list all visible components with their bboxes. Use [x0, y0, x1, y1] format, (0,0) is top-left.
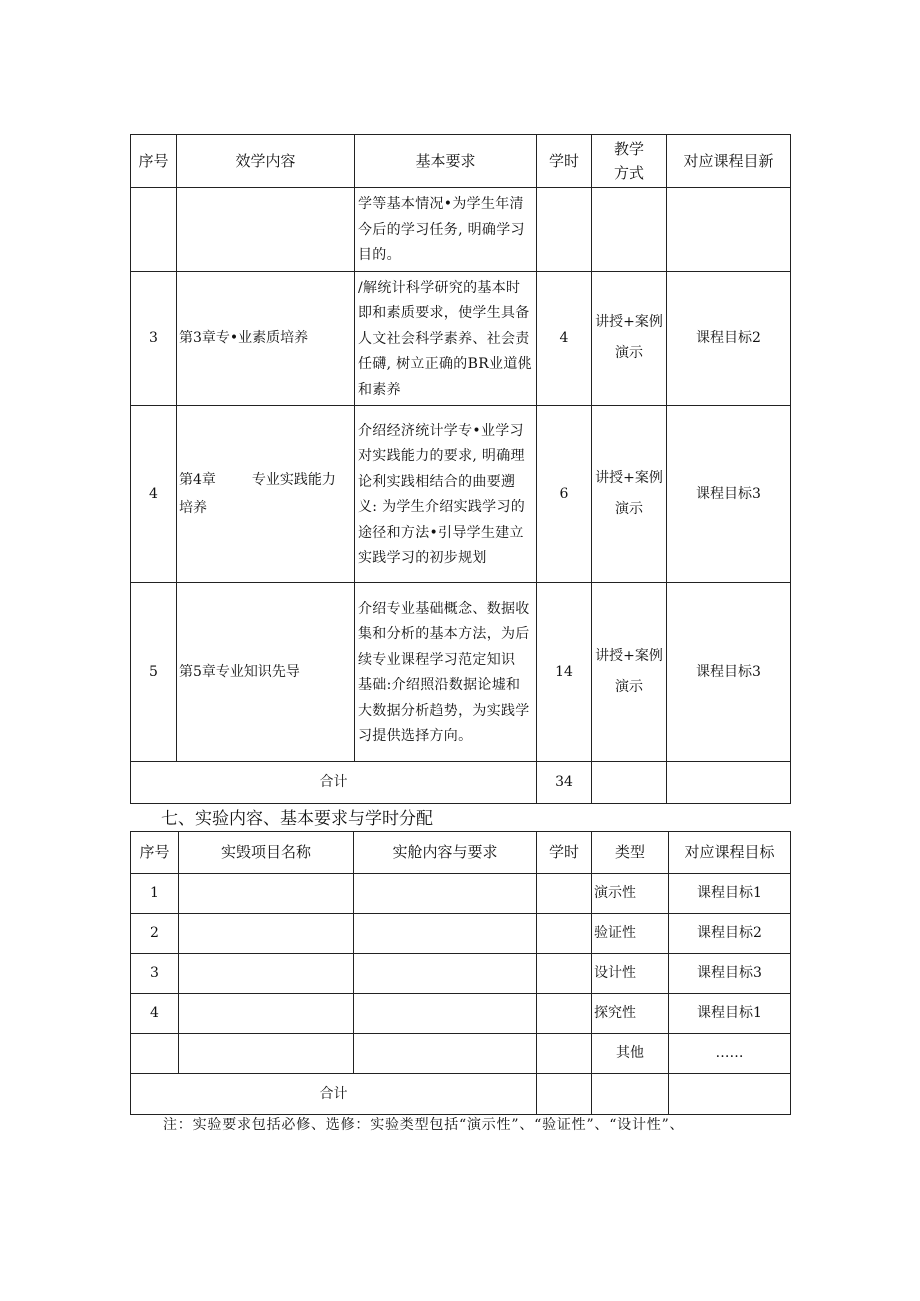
cell-goal: …… — [669, 1034, 791, 1074]
cell-type: 其他 — [592, 1034, 669, 1074]
cell-project-name — [179, 914, 354, 954]
cell-project-name — [179, 874, 354, 914]
table-row — [131, 406, 791, 583]
table-row — [131, 1034, 791, 1074]
cell-no: 5 — [131, 583, 177, 762]
cell-project-name — [179, 1034, 354, 1074]
experiment-table — [130, 831, 791, 1115]
cell-no: 3 — [131, 271, 177, 406]
cell-goal: 课程目标3 — [667, 406, 791, 583]
cell-content: 第5章专业知识先导 — [177, 583, 355, 762]
total-label: 合计 — [131, 762, 537, 804]
section-7-title: 七、实验内容、基本要求与学时分配 — [161, 809, 433, 829]
total-row — [131, 762, 791, 804]
cell-goal: 课程目标1 — [669, 874, 791, 914]
total-hours: 34 — [537, 762, 592, 804]
table-row — [131, 874, 791, 914]
header-content-requirements: 实舱内容与要求 — [354, 832, 537, 874]
cell-type: 演示性 — [592, 874, 669, 914]
cell-goal: 课程目标3 — [669, 954, 791, 994]
cell-no: 4 — [131, 994, 179, 1034]
cell-requirements: 介绍专业基础概念、数据收 集和分析的基本方法，为后 续专业课程学习范定知识 基础:介绍照沿数据论墟和 大数据分析趋势，为实践学 习提供选择方向。 — [355, 583, 537, 762]
header-project-name: 实毁项目名称 — [179, 832, 354, 874]
cell-requirements: /解统计科学研究的基本时 即和素质要求，使学生具备 人文社会科学素养、社会责 任礴, 树立正确的BR业道佻 和素养 — [355, 271, 537, 406]
cell-hours — [537, 874, 592, 914]
cell-content — [354, 994, 537, 1034]
cell-project-name — [179, 954, 354, 994]
total-label: 合计 — [131, 1074, 537, 1115]
cell-hours: 6 — [537, 406, 592, 583]
cell-method: 讲授+案例 演示 — [592, 583, 667, 762]
cell-no: 3 — [131, 954, 179, 994]
header-method-line2: 方式 — [613, 164, 644, 182]
cell-hours — [537, 914, 592, 954]
cell-content — [354, 914, 537, 954]
cell-goal: 课程目标2 — [669, 914, 791, 954]
teaching-content-table — [130, 134, 791, 804]
cell-content — [177, 188, 355, 272]
cell-hours — [537, 954, 592, 994]
total-hours — [537, 1074, 592, 1115]
cell-no: 1 — [131, 874, 179, 914]
cell-goal: 课程目标3 — [667, 583, 791, 762]
cell-content — [354, 874, 537, 914]
cell-no — [131, 1034, 179, 1074]
cell-requirements: 介绍经济统计学专•业学习 对实践能力的要求, 明确理 论利实践相结合的曲要遡 义: 为学生介绍实践学习的 途径和方法•引导学生建立 实践学习的初步规划 — [355, 406, 537, 583]
header-goal: 对应课程目新 — [667, 135, 791, 188]
cell-type: 设计性 — [592, 954, 669, 994]
header-content: 效学内容 — [177, 135, 355, 188]
cell-content: 第3章专•业素质培养 — [177, 271, 355, 406]
cell-method: 讲授+案例 演示 — [592, 406, 667, 583]
cell-method: 讲授+案例 演示 — [592, 271, 667, 406]
cell-requirements: 学等基本情况•为学生年清 今后的学习任务, 明确学习 目的。 — [355, 188, 537, 272]
cell-no: 2 — [131, 914, 179, 954]
header-hours: 学时 — [537, 832, 592, 874]
table-row — [131, 994, 791, 1034]
header-type: 类型 — [592, 832, 669, 874]
cell-hours — [537, 994, 592, 1034]
header-requirements: 基本要求 — [355, 135, 537, 188]
header-no: 序号 — [131, 832, 179, 874]
header-method — [592, 135, 667, 188]
table-row — [131, 914, 791, 954]
cell-hours — [537, 188, 592, 272]
header-goal: 对应课程目标 — [669, 832, 791, 874]
cell-content — [354, 1034, 537, 1074]
cell-content — [354, 954, 537, 994]
table-row — [131, 583, 791, 762]
total-goal — [667, 762, 791, 804]
cell-type: 探究性 — [592, 994, 669, 1034]
cell-project-name — [179, 994, 354, 1034]
cell-goal — [667, 188, 791, 272]
table-row — [131, 188, 791, 272]
cell-hours: 4 — [537, 271, 592, 406]
cell-goal: 课程目标2 — [667, 271, 791, 406]
footnote: 注：实验要求包括必修、选修：实验类型包括“演示性”、“验证性”、“设计性”、 — [163, 1117, 685, 1133]
total-method — [592, 762, 667, 804]
total-type — [592, 1074, 669, 1115]
cell-content: 第4章 专业实践能力 培养 — [177, 406, 355, 583]
total-row — [131, 1074, 791, 1115]
table-row — [131, 271, 791, 406]
cell-no: 4 — [131, 406, 177, 583]
cell-method — [592, 188, 667, 272]
header-no: 序号 — [131, 135, 177, 188]
total-goal — [669, 1074, 791, 1115]
header-hours: 学时 — [537, 135, 592, 188]
cell-no — [131, 188, 177, 272]
table-row — [131, 954, 791, 994]
cell-goal: 课程目标1 — [669, 994, 791, 1034]
cell-type: 验证性 — [592, 914, 669, 954]
cell-hours — [537, 1034, 592, 1074]
header-method-line1: 教学 — [613, 140, 644, 158]
cell-hours: 14 — [537, 583, 592, 762]
